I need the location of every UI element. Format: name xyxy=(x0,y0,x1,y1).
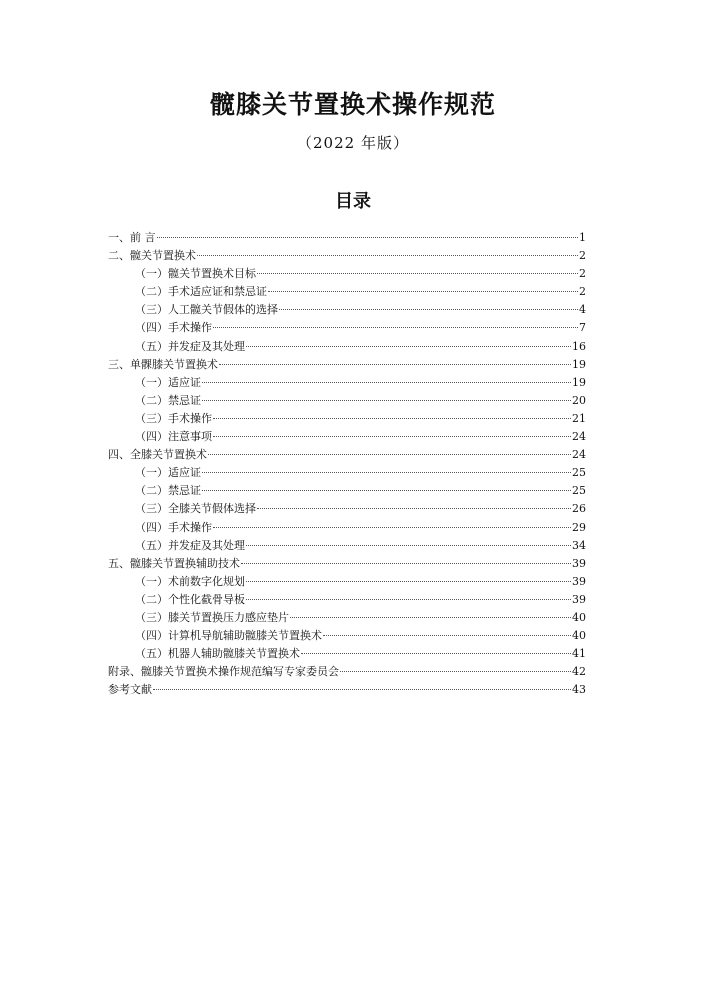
toc-dot-leader xyxy=(208,454,571,455)
toc-entry-label: 三、单髁膝关节置换术 xyxy=(108,357,218,371)
toc-dot-leader xyxy=(219,364,571,365)
toc-dot-leader xyxy=(279,309,578,310)
toc-entry-page-number: 29 xyxy=(572,520,586,534)
toc-entry-label: （四）手术操作 xyxy=(135,321,212,335)
toc-dot-leader xyxy=(290,617,571,618)
toc-entry[interactable] xyxy=(108,500,586,518)
toc-dot-leader xyxy=(202,382,571,383)
toc-entry-page-number: 40 xyxy=(572,610,586,624)
toc-entry-page-number: 4 xyxy=(579,303,586,317)
toc-entry[interactable] xyxy=(108,446,586,464)
toc-entry-label: （三）手术操作 xyxy=(135,411,212,425)
toc-entry-label: （五）并发症及其处理 xyxy=(135,538,245,552)
toc-entry-page-number: 19 xyxy=(572,375,586,389)
toc-entry-page-number: 41 xyxy=(572,647,586,661)
toc-entry-page-number: 2 xyxy=(579,285,586,299)
toc-entry-page-number: 43 xyxy=(572,683,586,697)
toc-dot-leader xyxy=(157,237,579,238)
toc-dot-leader xyxy=(268,291,578,292)
toc-entry-label: 附录、髋膝关节置换术操作规范编写专家委员会 xyxy=(108,665,339,679)
toc-dot-leader xyxy=(202,472,571,473)
toc-entry[interactable] xyxy=(108,229,586,247)
toc-entry[interactable] xyxy=(108,537,586,555)
toc-dot-leader xyxy=(246,346,571,347)
toc-entry[interactable] xyxy=(108,555,586,573)
toc-entry[interactable] xyxy=(108,609,586,627)
toc-entry[interactable] xyxy=(108,482,586,500)
toc-entry-page-number: 1 xyxy=(579,231,586,244)
toc-entry-page-number: 24 xyxy=(572,448,586,462)
toc-dot-leader xyxy=(213,327,578,328)
toc-entry-label: （三）膝关节置换压力感应垫片 xyxy=(135,610,289,624)
toc-entry-page-number: 2 xyxy=(579,267,586,281)
toc-dot-leader xyxy=(202,490,571,491)
toc-entry[interactable] xyxy=(108,681,586,699)
toc-entry[interactable] xyxy=(108,663,586,681)
toc-entry[interactable] xyxy=(108,283,586,301)
toc-entry-page-number: 19 xyxy=(572,357,586,371)
toc-entry-label: （二）禁忌证 xyxy=(135,484,201,498)
toc-entry-label: 二、髋关节置换术 xyxy=(108,249,196,263)
toc-entry[interactable] xyxy=(108,519,586,537)
toc-dot-leader xyxy=(301,653,571,654)
toc-entry-label: 四、全膝关节置换术 xyxy=(108,448,207,462)
toc-entry-label: （二）个性化截骨导板 xyxy=(135,592,245,606)
toc-entry-label: （四）注意事项 xyxy=(135,430,212,444)
toc-entry-page-number: 42 xyxy=(572,665,586,679)
toc-entry-label: （一）术前数字化规划 xyxy=(135,574,245,588)
table-of-contents xyxy=(108,229,586,699)
toc-dot-leader xyxy=(213,418,571,419)
toc-dot-leader xyxy=(153,689,571,690)
toc-entry[interactable] xyxy=(108,247,586,265)
toc-dot-leader xyxy=(257,508,571,509)
toc-entry-page-number: 26 xyxy=(572,502,586,516)
toc-entry-label: （一）适应证 xyxy=(135,375,201,389)
toc-entry[interactable] xyxy=(108,338,586,356)
toc-dot-leader xyxy=(213,527,571,528)
toc-entry[interactable] xyxy=(108,410,586,428)
toc-entry[interactable] xyxy=(108,573,586,591)
toc-entry-page-number: 24 xyxy=(572,430,586,444)
toc-entry[interactable] xyxy=(108,374,586,392)
toc-dot-leader xyxy=(202,400,571,401)
toc-dot-leader xyxy=(213,436,571,437)
toc-entry-page-number: 39 xyxy=(572,592,586,606)
toc-entry-page-number: 39 xyxy=(572,574,586,588)
document-title: 髋膝关节置换术操作规范 xyxy=(209,90,496,119)
toc-entry[interactable] xyxy=(108,356,586,374)
toc-entry-label: 一、前 言 xyxy=(108,231,156,244)
toc-entry[interactable] xyxy=(108,392,586,410)
toc-entry[interactable] xyxy=(108,319,586,337)
toc-entry[interactable] xyxy=(108,265,586,283)
toc-entry-label: （一）髋关节置换术目标 xyxy=(135,267,256,281)
toc-dot-leader xyxy=(246,599,571,600)
toc-entry-page-number: 39 xyxy=(572,556,586,570)
toc-entry-label: （五）并发症及其处理 xyxy=(135,339,245,353)
toc-entry-label: 参考文献 xyxy=(108,683,152,697)
toc-entry-page-number: 25 xyxy=(572,466,586,480)
toc-entry[interactable] xyxy=(108,627,586,645)
toc-entry-page-number: 34 xyxy=(572,538,586,552)
toc-dot-leader xyxy=(246,581,571,582)
toc-entry[interactable] xyxy=(108,591,586,609)
toc-entry[interactable] xyxy=(108,464,586,482)
toc-entry-label: （二）禁忌证 xyxy=(135,393,201,407)
toc-entry-label: （五）机器人辅助髋膝关节置换术 xyxy=(135,647,300,661)
toc-entry-page-number: 25 xyxy=(572,484,586,498)
toc-entry-label: （一）适应证 xyxy=(135,466,201,480)
toc-dot-leader xyxy=(323,635,571,636)
toc-dot-leader xyxy=(246,545,571,546)
toc-entry[interactable] xyxy=(108,428,586,446)
toc-entry-label: （二）手术适应证和禁忌证 xyxy=(135,285,267,299)
toc-entry-page-number: 7 xyxy=(579,321,586,335)
toc-entry-label: （四）计算机导航辅助髋膝关节置换术 xyxy=(135,629,322,643)
toc-dot-leader xyxy=(197,255,578,256)
toc-dot-leader xyxy=(241,563,571,564)
toc-entry[interactable] xyxy=(108,645,586,663)
toc-entry[interactable] xyxy=(108,301,586,319)
toc-dot-leader xyxy=(257,273,578,274)
toc-entry-label: （三）人工髋关节假体的选择 xyxy=(135,303,278,317)
toc-dot-leader xyxy=(340,671,571,672)
toc-heading: 目录 xyxy=(335,191,371,212)
toc-entry-page-number: 40 xyxy=(572,629,586,643)
toc-entry-label: （四）手术操作 xyxy=(135,520,212,534)
toc-entry-label: （三）全膝关节假体选择 xyxy=(135,502,256,516)
document-subtitle: （2022 年版） xyxy=(297,134,409,152)
toc-entry-page-number: 2 xyxy=(579,249,586,263)
toc-entry-page-number: 16 xyxy=(572,339,586,353)
toc-entry-page-number: 20 xyxy=(572,393,586,407)
toc-entry-label: 五、髋膝关节置换辅助技术 xyxy=(108,556,240,570)
toc-entry-page-number: 21 xyxy=(572,411,586,425)
